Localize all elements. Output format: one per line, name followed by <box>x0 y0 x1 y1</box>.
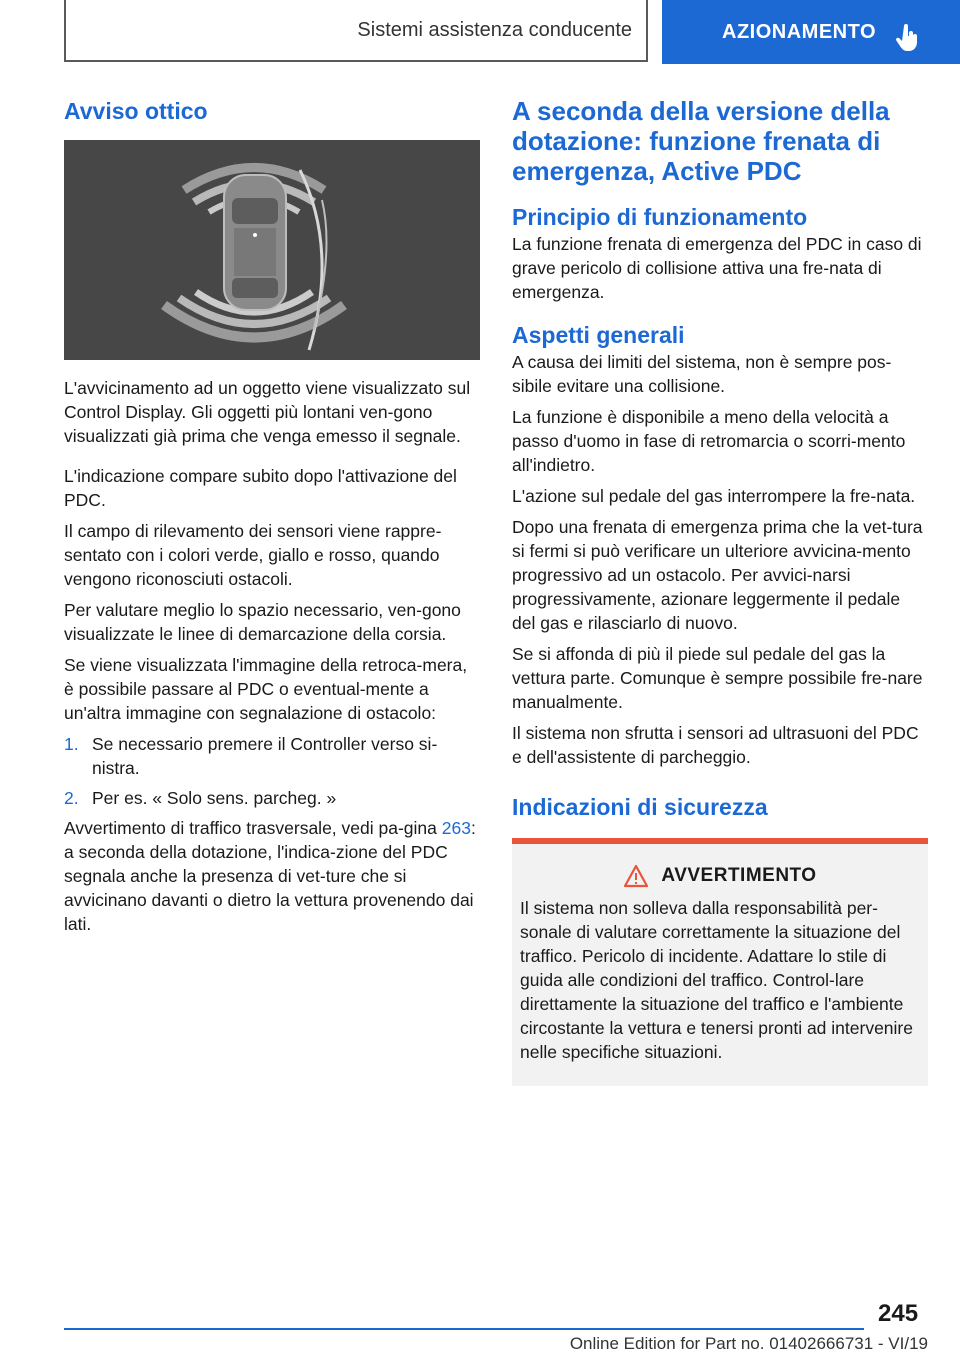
heading-aspetti-generali: Aspetti generali <box>512 322 685 348</box>
warning-title: AVVERTIMENTO <box>661 865 817 886</box>
page-link-263[interactable]: 263 <box>441 818 471 838</box>
left-column <box>64 96 480 936</box>
step-text: Per es. « Solo sens. parcheg. » <box>92 788 337 808</box>
step-number: 1. <box>64 734 79 754</box>
paragraph-4: Per valutare meglio lo spazio necessario, ven-gono visualizzate le linee di demarcazione della corsia. <box>64 600 461 644</box>
paragraph-g3: L'azione sul pedale del gas interrompere la fre-nata. <box>512 486 916 506</box>
page-header <box>0 0 960 64</box>
paragraph-1: L'avvicinamento ad un oggetto viene visualizzato sul Control Display. Gli oggetti più lontani ven-gono visualizzati già prima che venga emesso il segnale. <box>64 378 471 446</box>
paragraph-6 <box>64 816 480 936</box>
section-title-emergency-braking: A seconda della versione della dotazione: funzione frenata di emergenza, Active PDC <box>512 96 890 186</box>
warning-triangle-icon <box>623 864 649 888</box>
step-list <box>64 732 480 810</box>
step-text: Se necessario premere il Controller verso si-nistra. <box>92 734 438 778</box>
pdc-car-diagram <box>64 140 480 360</box>
step-number: 2. <box>64 788 79 808</box>
car-top-view-icon <box>64 140 480 360</box>
warning-text: Il sistema non solleva dalla responsabilità per-sonale di valutare correttamente la situazione del traffico. Pericolo di incidente. Adattare lo stile di guida alle condizioni del traffico. Control-lare direttamente la situazione del traffico e l'ambiente circostante la vettura e tenersi pronti ad intervenire nelle specifiche situazioni. <box>520 898 913 1062</box>
paragraph-3: Il campo di rilevamento dei sensori viene rappre-sentato con i colori verde, giallo e rosso, quando vengono riconosciuti ostacoli. <box>64 521 442 589</box>
footer-edition: Online Edition for Part no. 01402666731 - VI/19 <box>569 1334 928 1353</box>
warning-header <box>520 864 920 888</box>
paragraph-g4: Dopo una frenata di emergenza prima che la vet-tura si fermi si può verificare un ulteriore avvicina-mento progressivo ad un ostacolo. Per avvici-narsi progressivamente, azionare leggermente il pedale del gas e rilasciarlo di nuovo. <box>512 517 923 633</box>
section-title-box <box>64 0 648 62</box>
paragraph-g1: A causa dei limiti del sistema, non è sempre pos-sibile evitare una collisione. <box>512 352 892 396</box>
list-item <box>64 786 480 810</box>
heading-sicurezza: Indicazioni di sicurezza <box>512 794 768 820</box>
paragraph-2: L'indicazione compare subito dopo l'attivazione del PDC. <box>64 466 457 510</box>
paragraph-6-text: Avvertimento di traffico trasversale, vedi pa-gina <box>64 818 442 838</box>
footer-divider <box>64 1328 864 1330</box>
paragraph-g6: Il sistema non sfrutta i sensori ad ultrasuoni del PDC e dell'assistente di parcheggio. <box>512 723 919 767</box>
right-column <box>512 96 928 1086</box>
section-title: Sistemi assistenza conducente <box>357 18 632 41</box>
warning-box <box>512 838 928 1086</box>
paragraph-5: Se viene visualizzata l'immagine della retroca-mera, è possibile passare al PDC o eventual-mente a un'altra immagine con segnalazione di ostacolo: <box>64 655 468 723</box>
page-number: 245 <box>878 1300 919 1327</box>
paragraph-principio: La funzione frenata di emergenza del PDC in caso di grave pericolo di collisione attiva una fre-nata di emergenza. <box>512 234 922 302</box>
hand-pointer-icon <box>896 24 920 52</box>
paragraph-g2: La funzione è disponibile a meno della velocità a passo d'uomo in fase di retromarcia o scorri-mento all'indietro. <box>512 407 906 475</box>
chapter-tab[interactable] <box>662 0 960 64</box>
paragraph-6-text-end: : a seconda della dotazione, l'indica-zione del PDC segnala anche la presenza di vet-ture che si avvicinano davanti o dietro la vettura provenendo dai lati. <box>64 818 476 934</box>
chapter-title: AZIONAMENTO <box>722 20 877 43</box>
list-item <box>64 732 480 780</box>
heading-avviso-ottico: Avviso ottico <box>64 98 208 124</box>
heading-principio: Principio di funzionamento <box>512 204 808 230</box>
paragraph-g5: Se si affonda di più il piede sul pedale del gas la vettura parte. Comunque è sempre possibile fre-nare manualmente. <box>512 644 923 712</box>
